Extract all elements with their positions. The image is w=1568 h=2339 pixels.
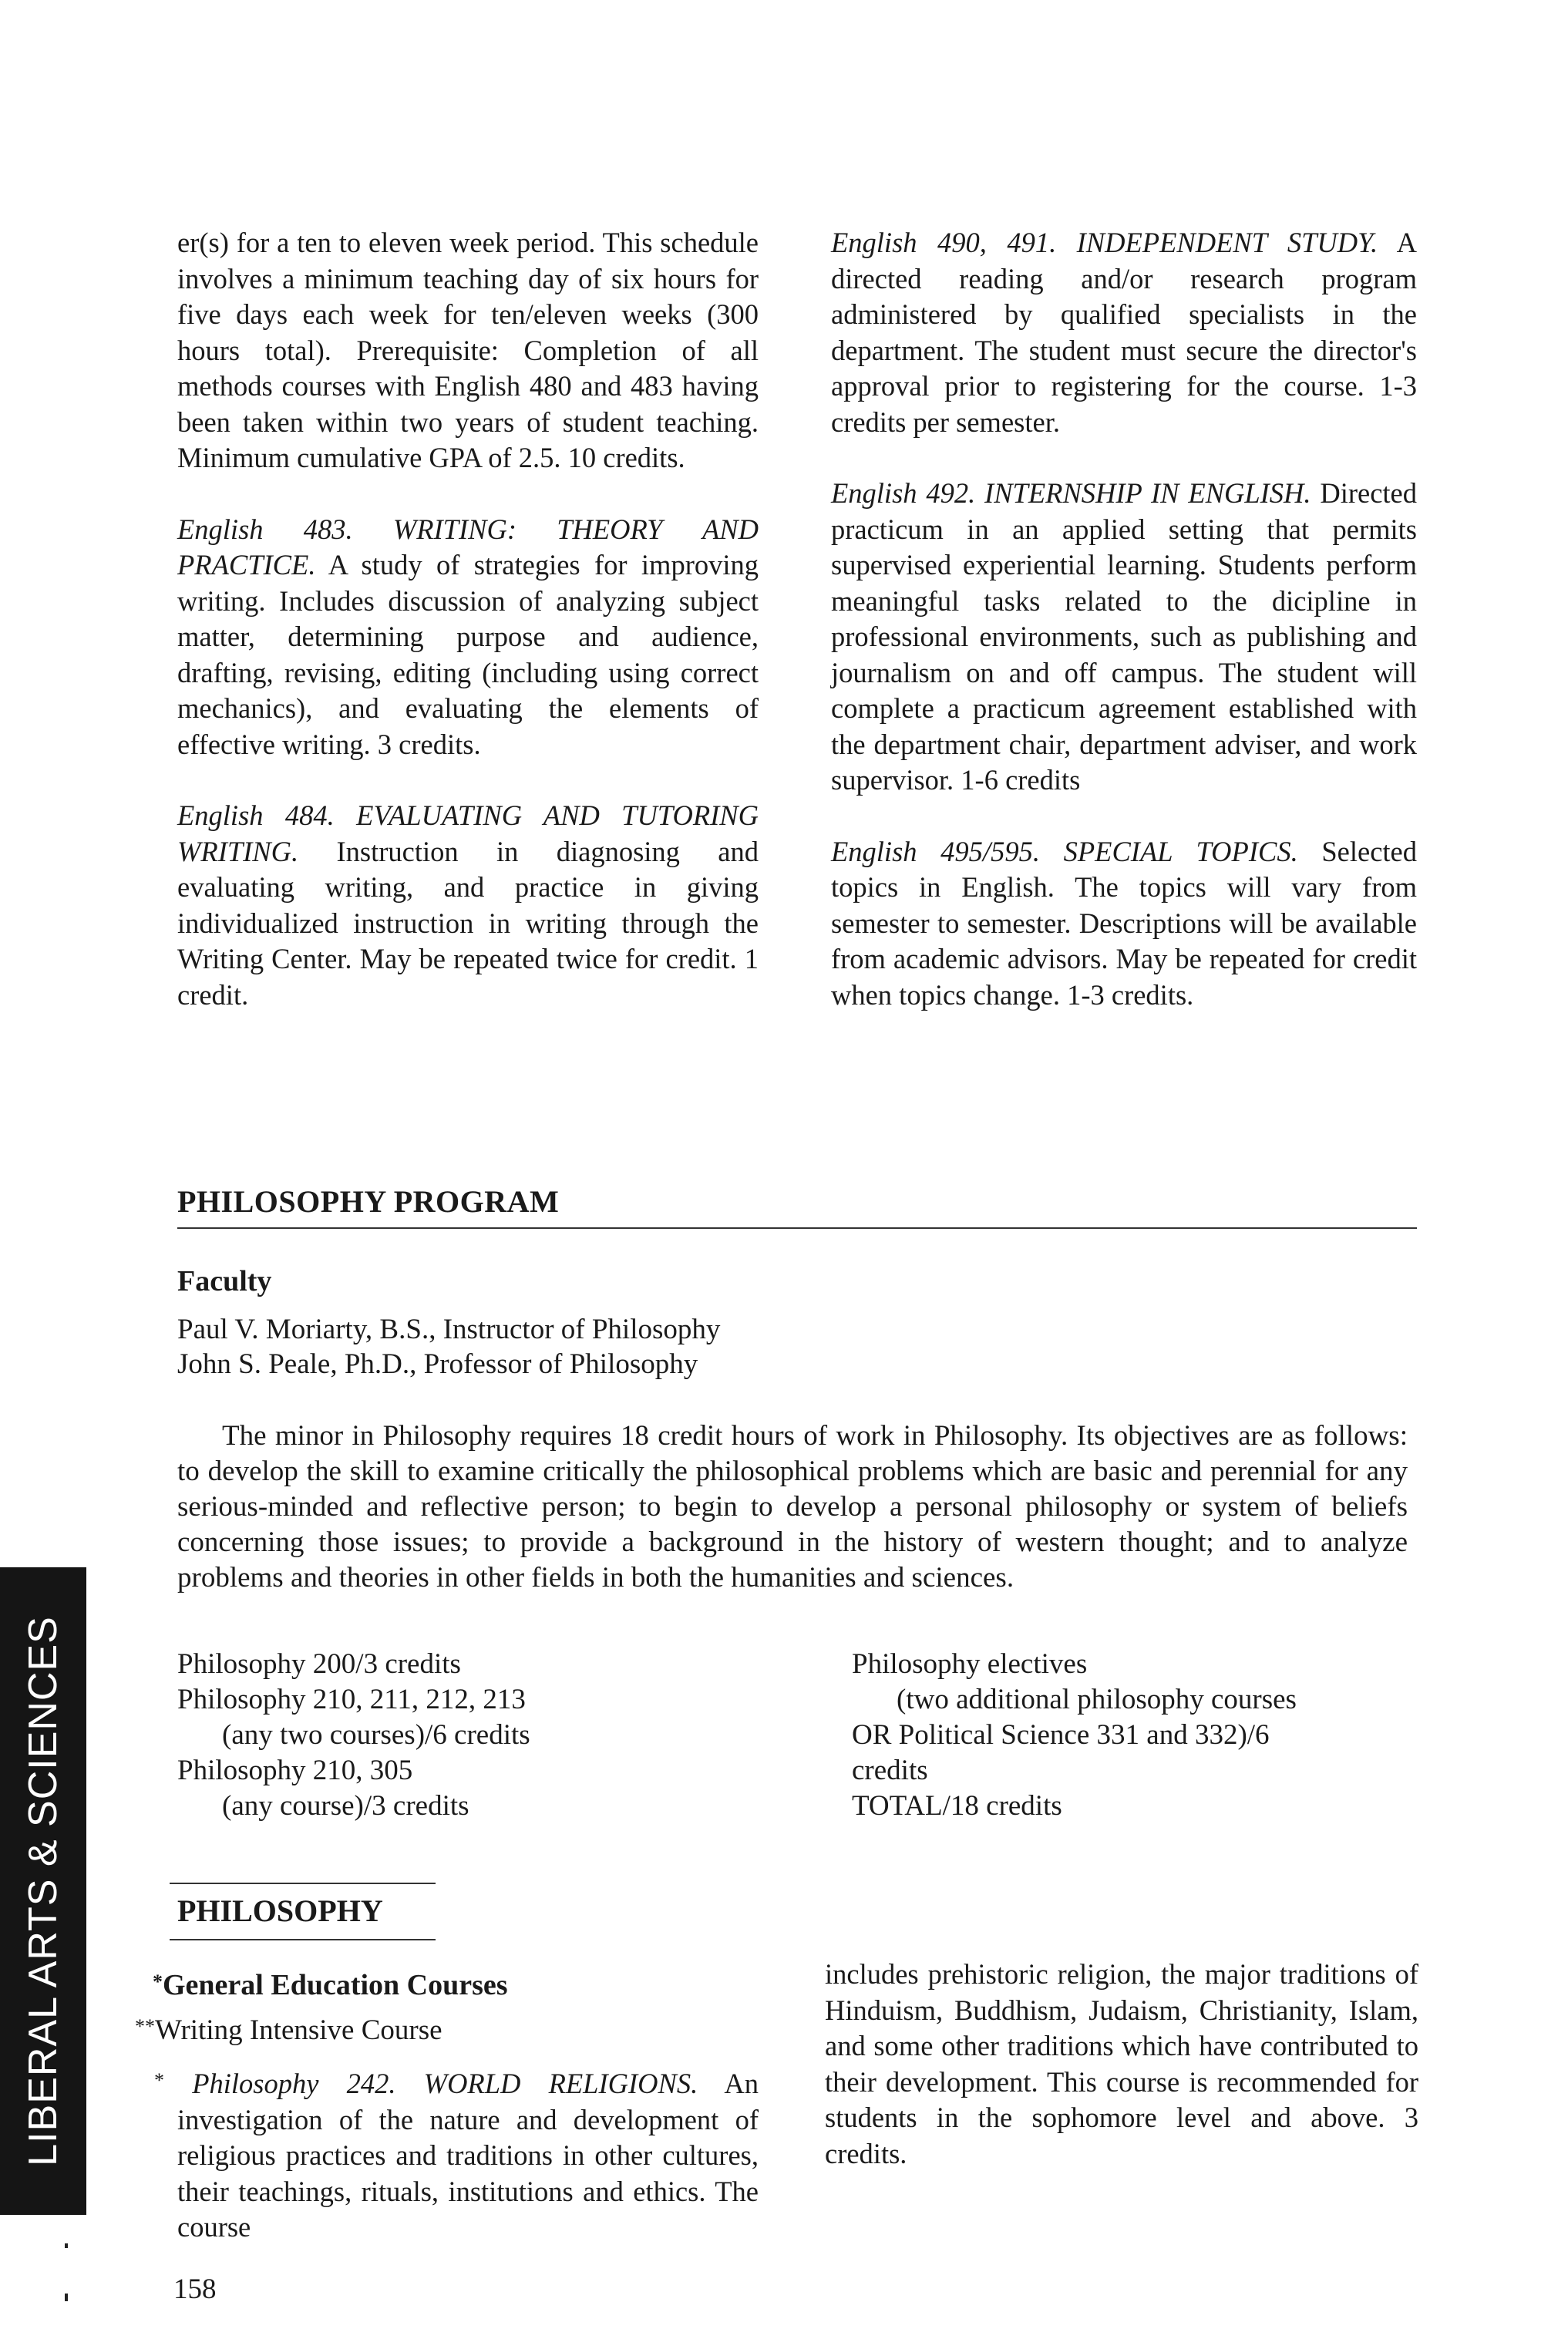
- course-heading: English 495/595. SPECIAL TOPICS.: [831, 835, 1298, 867]
- course-entry: [154, 2063, 759, 2246]
- requirement-line: OR Political Science 331 and 332)/6: [852, 1719, 1270, 1751]
- legend-label: General Education Courses: [163, 1969, 508, 2001]
- side-tab-label: LIBERAL ARTS & SCIENCES: [21, 1616, 66, 2166]
- course-entry: [177, 798, 759, 1013]
- margin-mark: [65, 2243, 68, 2248]
- asterisk-mark: **: [135, 2015, 155, 2038]
- course-description: A directed reading and/or research program administered by qualified specialists in the department. The student must secure the director's approval prior to registering for the course. 1-3 credits per semester.: [831, 227, 1417, 438]
- section-divider: [177, 1227, 1417, 1229]
- right-column-bottom: [825, 1957, 1418, 2172]
- asterisk-mark: *: [154, 2069, 164, 2092]
- right-column-top: [831, 225, 1417, 1013]
- section-side-tab: [0, 1567, 86, 2215]
- margin-mark: [65, 2294, 68, 2301]
- requirement-total: TOTAL/18 credits: [852, 1790, 1062, 1822]
- program-heading: PHILOSOPHY PROGRAM: [177, 1184, 560, 1219]
- left-column-bottom: [154, 2063, 759, 2246]
- heading-rule-bottom: [170, 1939, 436, 1940]
- program-intro: The minor in Philosophy requires 18 credit hours of work in Philosophy. Its objectives are as follows: to develop the skill to examine critically the philosophical problems which are basic and perennial for any serious-minded and reflective person; to begin to develop a personal philosophy or system of beliefs concerning those issues; to provide a background in the history of western thought; and to analyze problems and theories in other fields in both the humanities and sciences.: [177, 1420, 1408, 1594]
- legend-general-education: [153, 1968, 508, 2002]
- faculty-heading: Faculty: [177, 1265, 272, 1297]
- course-heading: English 490, 491. INDEPENDENT STUDY.: [831, 227, 1378, 258]
- faculty-list: [177, 1312, 720, 1382]
- course-entry: [831, 225, 1417, 440]
- course-entry: [831, 834, 1417, 1014]
- course-heading: English 492. INTERNSHIP IN ENGLISH.: [831, 477, 1311, 509]
- heading-rule-top: [170, 1883, 436, 1884]
- philosophy-heading: PHILOSOPHY: [177, 1893, 383, 1928]
- requirement-line: Philosophy electives: [852, 1648, 1088, 1680]
- requirement-line: (any course)/3 credits: [222, 1790, 469, 1822]
- legend-label: Writing Intensive Course: [155, 2014, 442, 2046]
- course-description: An investigation of the nature and development of religious practices and traditions in other cultures, their teachings, rituals, institutions and ethics. The course: [177, 2068, 759, 2243]
- requirement-line: (two additional philosophy courses: [897, 1684, 1297, 1715]
- requirements-left: [177, 1647, 530, 1824]
- requirement-line: Philosophy 200/3 credits: [177, 1648, 461, 1680]
- course-description: A study of strategies for improving writing. Includes discussion of analyzing subject matter, determining purpose and audience, drafting, revising, editing (including using correct mechanics), and evaluating the elements of effective writing. 3 credits.: [177, 549, 759, 760]
- faculty-member: John S. Peale, Ph.D., Professor of Philosophy: [177, 1348, 698, 1380]
- requirements-right: [852, 1647, 1297, 1824]
- course-description: Directed practicum in an applied setting that permits supervised experiential learning. Students perform meaningful tasks related to the dicipline in professional environments, such as publishing and journalism on and off campus. The student will complete a practicum agreement established with the department chair, department adviser, and work supervisor. 1-6 credits: [831, 477, 1418, 796]
- requirement-line: Philosophy 210, 211, 212, 213: [177, 1684, 526, 1715]
- course-heading: English 483. WRITING: THEORY AND PRACTICE.: [177, 513, 759, 581]
- page-number: 158: [173, 2273, 217, 2305]
- requirement-line: Philosophy 210, 305: [177, 1755, 413, 1786]
- requirement-line: (any two courses)/6 credits: [222, 1719, 530, 1751]
- course-description: Selected topics in English. The topics will vary from semester to semester. Descriptions will be available from academic advisors. May be repeated for credit when topics change. 1-3 credits.: [831, 835, 1417, 1011]
- course-heading: Philosophy 242. WORLD RELIGIONS.: [192, 2068, 698, 2099]
- continued-course-text: er(s) for a ten to eleven week period. This schedule involves a minimum teaching day of six hours for five days each week for ten/eleven weeks (300 hours total). Prerequisite: Completion of all methods courses with English 480 and 483 having been taken within two years of student teaching. Minimum cumulative GPA of 2.5. 10 credits.: [177, 227, 759, 473]
- course-description-continued: includes prehistoric religion, the major traditions of Hinduism, Buddhism, Judaism, Christianity, Islam, and some other traditions which have contributed to their development. This course is recommended for students in the sophomore level and above. 3 credits.: [825, 1958, 1418, 2169]
- course-entry: [831, 476, 1417, 799]
- requirement-line: credits: [852, 1755, 928, 1786]
- faculty-member: Paul V. Moriarty, B.S., Instructor of Philosophy: [177, 1314, 721, 1345]
- left-column-top: [177, 225, 759, 1013]
- asterisk-mark: *: [153, 1970, 163, 1993]
- course-entry: [177, 512, 759, 763]
- course-heading: English 484. EVALUATING AND TUTORING WRITING.: [177, 799, 759, 867]
- legend-writing-intensive: [135, 2014, 442, 2047]
- course-description: Instruction in diagnosing and evaluating writing, and practice in giving individualized instruction in writing through the Writing Center. May be repeated twice for credit. 1 credit.: [177, 835, 759, 1011]
